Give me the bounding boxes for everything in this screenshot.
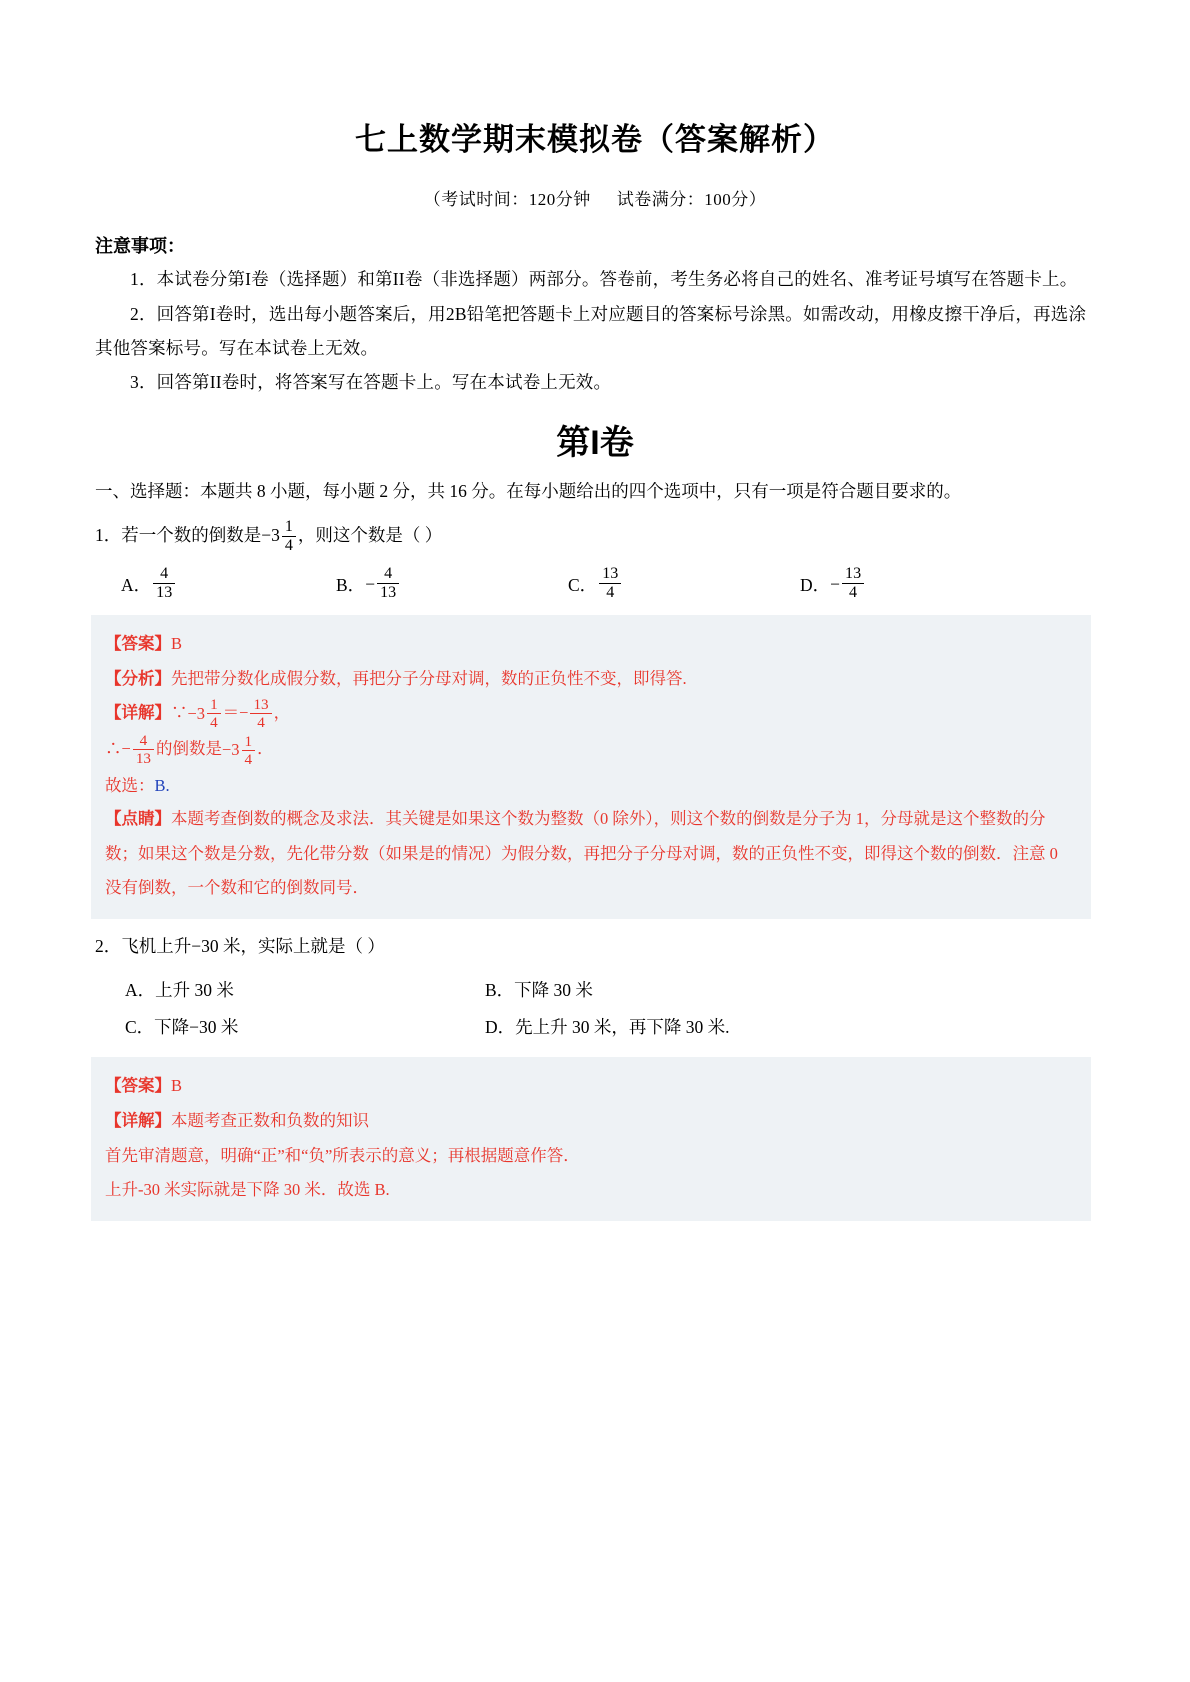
exam-total-score: 试卷满分：100分） (616, 190, 767, 210)
option-d-fraction: $\frac{13}{4}$ (842, 565, 864, 602)
question-2-stem: 2．飞机上升−30 米，实际上就是（ ） (95, 935, 385, 956)
answer-value: B (171, 633, 183, 653)
question-2-options-row-1 (125, 972, 1095, 1009)
question-1-answer-line (105, 627, 1077, 662)
choose-text: 故选： (105, 775, 155, 795)
question-2-options (95, 972, 1095, 1046)
document-content (95, 118, 1095, 1221)
notice-item-2: 2．回答第I卷时，选出每小题答案后，用2B铅笔把答题卡上对应题目的答案标号涂黑。如需改动，用橡皮擦干净后，再选涂其他答案标号。写在本试卷上无效。 (95, 303, 1087, 358)
option-a-label: A． (121, 574, 152, 595)
detail-prefix: ∵ (171, 703, 188, 723)
analysis-label: 【分析】 (105, 669, 171, 688)
option-b-fraction: $\frac{4}{13}$ (377, 565, 399, 602)
question-1-detail-line-1 (105, 696, 1077, 732)
answer-label: 【答案】 (105, 1077, 171, 1096)
question-1-stem-pre: 1．若一个数的倒数是 (95, 525, 262, 546)
question-1-choose-line (105, 769, 1077, 803)
point-text: 本题考查倒数的概念及求法．其关键是如果这个数为整数（0 除外），则这个数的倒数是分子为 1，分母就是这个整数的分数；如果这个数是分数，先化带分数（如果是的情况）为假分数，再把分子分母对调，数的正负性不变，即得这个数的倒数．注意 0 没有倒数，一个数和它的倒数同号． (105, 809, 1058, 897)
detail2-post: ． (257, 739, 274, 759)
question-1-mixed-number (261, 518, 298, 556)
question-2-detail-line-1 (105, 1104, 1077, 1139)
question-1-analysis-line (105, 662, 1077, 697)
option-b-label: B． (336, 574, 366, 595)
point-label: 【点睛】 (105, 810, 171, 829)
option-d-label: D． (800, 574, 831, 595)
question-2-answer-block (91, 1057, 1091, 1220)
detail-label: 【详解】 (105, 1112, 171, 1131)
option-a-fraction: $\frac{4}{13}$ (153, 565, 175, 602)
question-2-option-b[interactable]: B．下降 30 米 (485, 979, 593, 1000)
answer-value: B (171, 1076, 183, 1096)
detail-equals: ＝− (222, 703, 249, 723)
question-1-option-b[interactable] (336, 566, 568, 603)
exam-subtitle (95, 185, 1095, 210)
detail-mixed-number: −3 $\frac{1}{4}$ (188, 697, 223, 733)
question-2-option-a[interactable]: A．上升 30 米 (125, 979, 234, 1000)
detail2-fraction-1: $\frac{4}{13}$ (133, 732, 154, 767)
notice-item-1: 1．本试卷分第I卷（选择题）和第II卷（非选择题）两部分。答卷前，考生务必将自己的姓名、准考证号填写在答题卡上。 (130, 269, 1078, 290)
question-1-detail-line-2 (105, 732, 1077, 768)
detail2-fraction-2: $\frac{1}{4}$ (242, 733, 256, 768)
question-1-option-d[interactable] (800, 566, 1000, 603)
detail2-mid: 的倒数是 (155, 739, 222, 759)
question-1-option-a[interactable] (121, 566, 336, 603)
question-1-stem-fraction: $\frac{1}{4}$ (282, 518, 296, 555)
notice-heading: 注意事项： (95, 236, 185, 257)
detail-label: 【详解】 (105, 704, 171, 723)
option-c-fraction: $\frac{13}{4}$ (599, 565, 621, 602)
answer-label: 【答案】 (105, 634, 171, 653)
question-1-options (95, 566, 1095, 603)
question-1-option-c[interactable] (568, 566, 800, 603)
question-1-answer-block (91, 615, 1091, 919)
section-heading-part-1: 第I卷 (556, 423, 634, 462)
exam-duration: （考试时间：120分钟 (423, 190, 591, 210)
question-2-answer-line (105, 1069, 1077, 1104)
question-2-detail-line-2: 首先审清题意，明确“正”和“负”所表示的意义；再根据题意作答． (105, 1145, 580, 1165)
question-2-option-c[interactable]: C．下降−30 米 (125, 1016, 239, 1037)
question-2-options-row-2 (125, 1009, 1095, 1046)
question-1-stem-post: ，则这个数是（ ） (297, 525, 443, 546)
question-2-detail-line-3: 上升-30 米实际就是下降 30 米．故选 B. (105, 1179, 390, 1199)
option-d-sign: − (830, 573, 841, 594)
detail-fraction-2: $\frac{13}{4}$ (250, 696, 271, 731)
page-title: 七上数学期末模拟卷（答案解析） (355, 122, 835, 157)
option-c-label: C． (568, 574, 598, 595)
detail-fraction-1: $\frac{1}{4}$ (207, 696, 221, 731)
detail-text: 本题考查正数和负数的知识 (171, 1111, 369, 1131)
detail-comma: ， (273, 703, 291, 723)
detail2-prefix: ∴− (105, 739, 131, 759)
question-2-option-d[interactable]: D．先上升 30 米，再下降 30 米. (485, 1016, 730, 1037)
notice-item-3: 3．回答第II卷时，将答案写在答题卡上。写在本试卷上无效。 (130, 371, 612, 392)
option-b-sign: − (365, 573, 376, 594)
question-1-point-line (105, 802, 1077, 904)
question-type-instruction: 一、选择题：本题共 8 小题，每小题 2 分，共 16 分。在每小题给出的四个选项中，只有一项是符合题目要求的。 (95, 480, 962, 501)
analysis-text: 先把带分数化成假分数，再把分子分母对调，数的正负性不变，即得答. (171, 668, 687, 688)
detail2-mixed-number: −3 $\frac{1}{4}$ (222, 733, 257, 769)
question-1-stem (95, 518, 1095, 556)
question-1-mixed-int: −3 (261, 525, 280, 546)
choose-value: B. (154, 775, 170, 795)
